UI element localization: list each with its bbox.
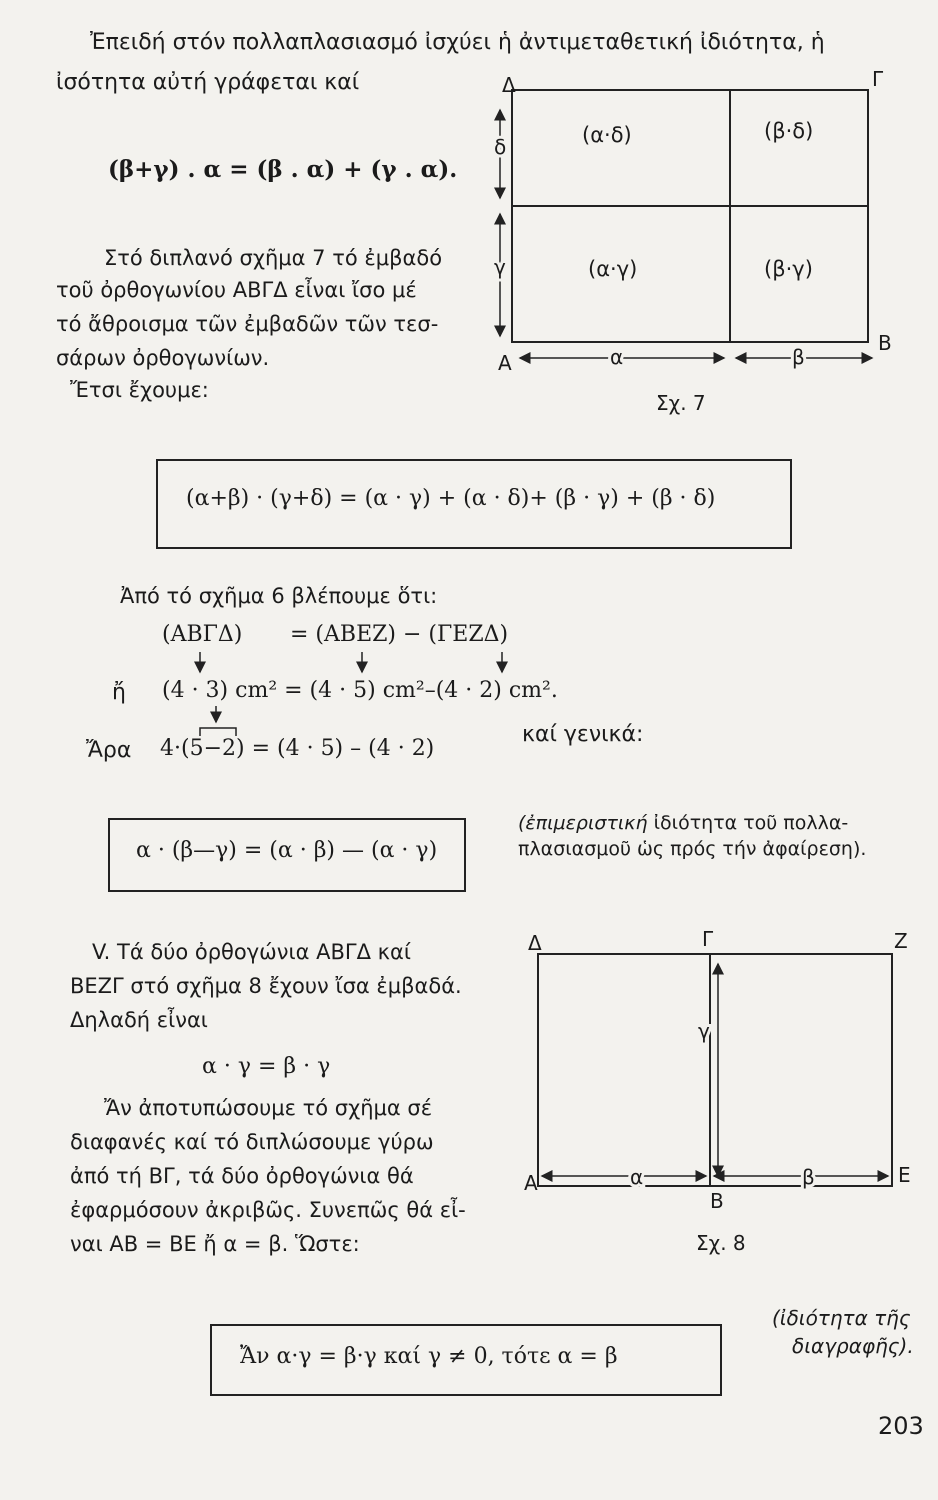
para-fig7-line-3: τό ἄθροισμα τῶν ἐμβαδῶν τῶν τεσ- <box>56 312 439 336</box>
para-fig8-line-2: διαφανές καί τό διπλώσουμε γύρω <box>70 1130 434 1154</box>
para-fig7-line-4: σάρων ὀρθογωνίων. <box>56 346 270 370</box>
eq-areas-lhs: (ΑΒΓΔ) <box>162 622 243 647</box>
para-fig8-line-4: ἐφαρμόσουν ἀκριβῶς. Συνεπῶς θά εἶ- <box>70 1198 466 1222</box>
para-fig8-line-5: ναι ΑΒ = ΒΕ ἤ α = β. Ὥστε: <box>70 1232 360 1256</box>
formula-distributive-difference: α · (β—γ) = (α · β) — (α · γ) <box>136 838 438 863</box>
box2-note-italic: (ἐπιμεριστική <box>518 812 648 834</box>
fig8-caption: Σχ. 8 <box>696 1231 746 1255</box>
box2-note-line-1 <box>518 812 848 835</box>
formula-commutative: (β+γ) . α = (β . α) + (γ . α). <box>108 156 458 183</box>
section-v-line-3: Δηλαδή εἶναι <box>70 1008 208 1032</box>
fig7-outer-rectangle <box>512 90 868 342</box>
section-v-line-2: ΒΕΖΓ στό σχῆμα 8 ἔχουν ἴσα ἐμβαδά. <box>70 974 462 998</box>
fig7-side-beta: β <box>792 345 805 369</box>
eq-numbers-expr: (4 · 3) cm² = (4 · 5) cm²–(4 · 2) cm². <box>162 678 558 703</box>
fig8-corner-delta: Δ <box>528 931 542 955</box>
box3-note-line-2: διαγραφῆς). <box>792 1334 914 1358</box>
fig7-cell-bg: (β·γ) <box>764 257 813 281</box>
fig7-side-delta: δ <box>494 135 507 159</box>
eq-arrows-row-1 <box>150 650 550 680</box>
fig8-rectangle-bezg <box>710 954 892 1186</box>
fig7-side-gamma: γ <box>494 255 506 279</box>
figure-8 <box>520 924 920 1264</box>
from-fig6-text: Ἀπό τό σχῆμα 6 βλέπουμε ὅτι: <box>120 584 438 608</box>
eq-numbers-h: ἤ <box>112 680 126 705</box>
fig8-corner-zeta: Ζ <box>894 929 908 953</box>
intro-line-2: ἰσότητα αὐτή γράφεται καί <box>56 70 360 95</box>
fig8-corner-epsilon: Ε <box>898 1163 911 1187</box>
box2-note-line-2: πλασιασμοῦ ὡς πρός τήν ἀφαίρεση). <box>518 838 867 860</box>
fig8-side-alpha: α <box>630 1165 644 1189</box>
page-number: 203 <box>878 1412 924 1440</box>
box3-note-line-1: (ἰδιότητα τῆς <box>772 1306 911 1330</box>
etsi-exoume: Ἔτσι ἔχουμε: <box>70 378 209 402</box>
fig8-corner-alpha: Α <box>524 1171 538 1195</box>
fig7-cell-ad: (α·δ) <box>582 123 632 147</box>
fig7-corner-delta: Δ <box>502 73 516 97</box>
fig7-corner-gamma: Γ <box>872 70 884 91</box>
para-fig7-line-1: Στό διπλανό σχῆμα 7 τό ἐμβαδό <box>104 246 443 270</box>
para-fig8-line-1: Ἄν ἀποτυπώσουμε τό σχῆμα σέ <box>104 1096 433 1120</box>
formula-distributive-sum: (α+β) · (γ+δ) = (α · γ) + (α · δ)+ (β · γ) + (β · δ) <box>186 486 716 511</box>
figure-7 <box>484 70 904 420</box>
fig8-side-beta: β <box>802 1165 815 1189</box>
formula-cancellation: Ἄν α·γ = β·γ καί γ ≠ 0, τότε α = β <box>240 1344 618 1369</box>
para-fig8-line-3: ἀπό τή ΒΓ, τά δύο ὀρθογώνια θά <box>70 1164 414 1188</box>
eq-areas-rhs: = (ΑΒΕΖ) − (ΓΕΖΔ) <box>290 622 509 647</box>
fig8-side-gamma: γ <box>698 1019 710 1043</box>
fig8-corner-beta: Β <box>710 1189 724 1213</box>
fig7-corner-beta: Β <box>878 331 892 355</box>
fig7-corner-alpha: Α <box>498 351 512 375</box>
eq-ara-expr: 4·(5−2) = (4 · 5) – (4 · 2) <box>160 736 435 761</box>
fig7-cell-bd: (β·δ) <box>764 119 814 143</box>
fig7-side-alpha: α <box>610 345 624 369</box>
fig8-corner-gamma: Γ <box>702 927 714 951</box>
eq-ara-label: Ἄρα <box>86 738 132 763</box>
eq-arrow-bracket <box>190 704 270 738</box>
eq-ara-tail: καί γενικά: <box>522 722 644 747</box>
section-v-line-1: V. Τά δύο ὀρθογώνια ΑΒΓΔ καί <box>92 940 411 964</box>
intro-line-1: Ἐπειδή στόν πολλαπλασιασμό ἰσχύει ἡ ἀντιμεταθετική ἰδιότητα, ἡ <box>90 30 825 55</box>
fig8-rectangle-abgd <box>538 954 710 1186</box>
box2-note-rest: ἰδιότητα τοῦ πολλα- <box>647 812 849 834</box>
fig7-caption: Σχ. 7 <box>656 391 706 415</box>
eq-ag-bg: α · γ = β · γ <box>202 1054 331 1079</box>
para-fig7-line-2: τοῦ ὀρθογωνίου ΑΒΓΔ εἶναι ἴσο μέ <box>56 278 417 302</box>
fig7-cell-ag: (α·γ) <box>588 257 638 281</box>
